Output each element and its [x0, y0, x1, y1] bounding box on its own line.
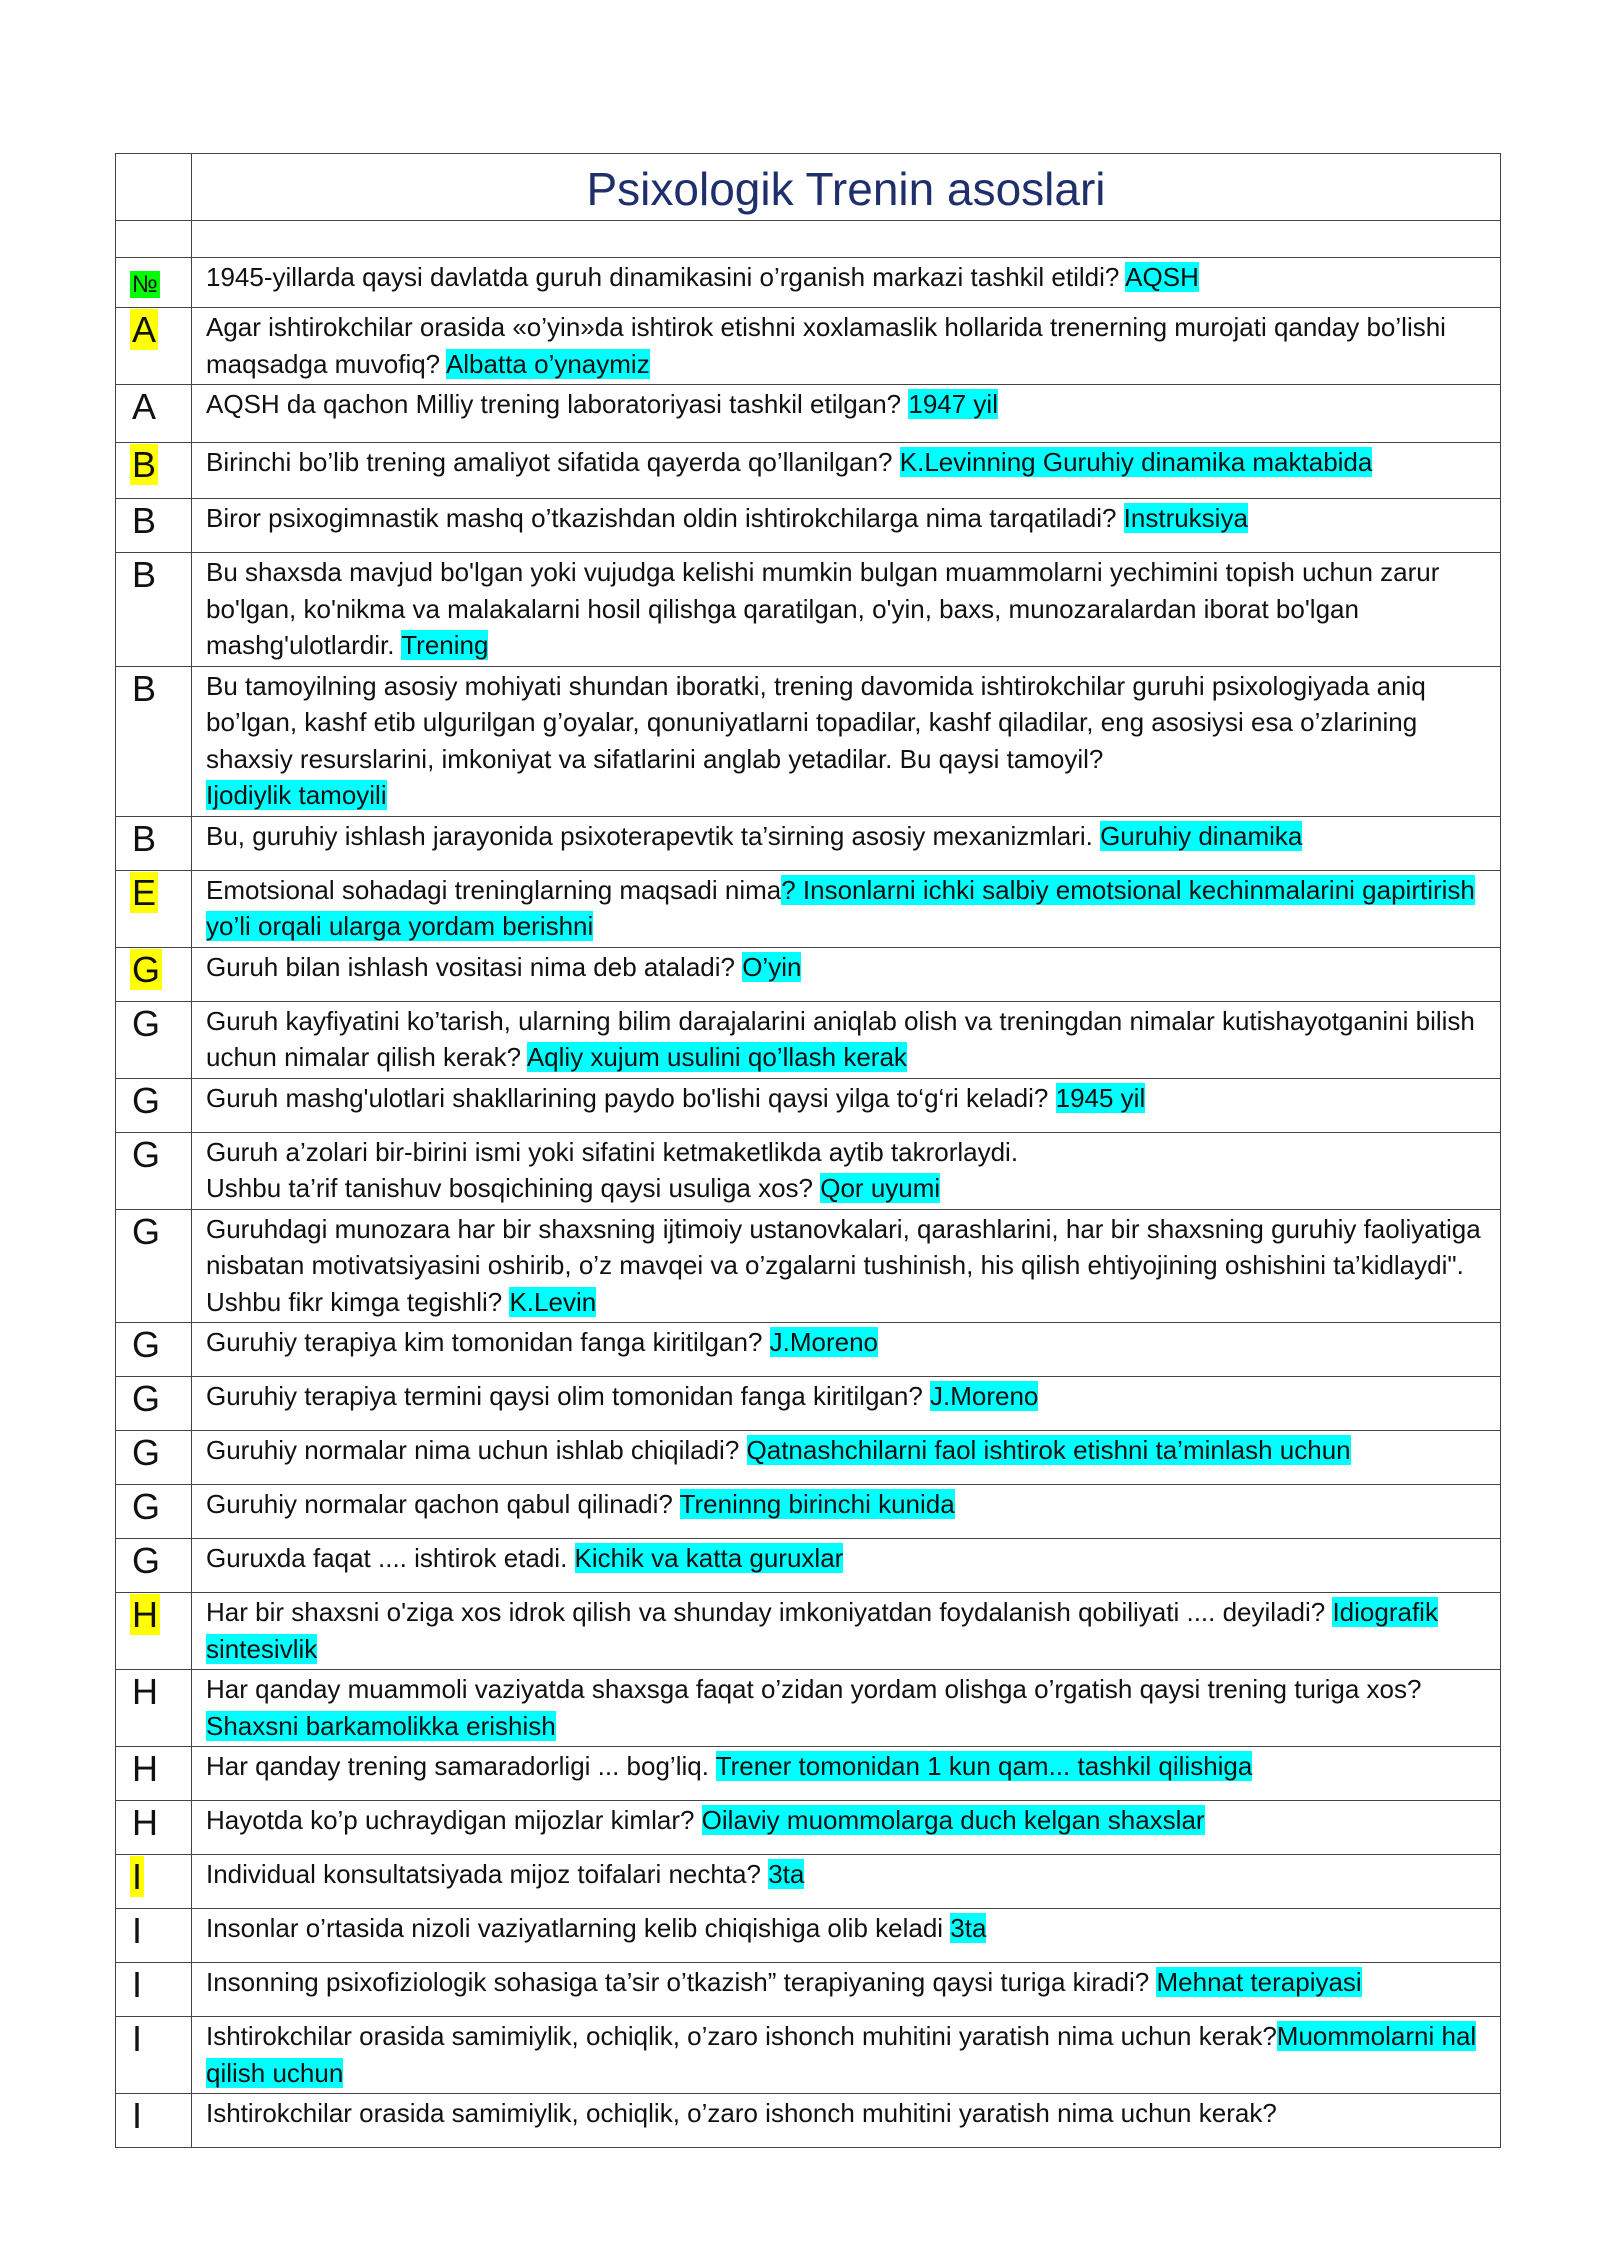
question-text: Guruhiy normalar qachon qabul qilinadi?: [206, 1489, 680, 1519]
section-letter: G: [132, 1133, 161, 1175]
answer-highlight: J.Moreno: [930, 1381, 1039, 1411]
table-row: [116, 258, 1501, 308]
question-cell: [192, 1078, 1501, 1132]
section-letter: B: [132, 554, 157, 595]
empty-row: [116, 221, 1501, 258]
question-cell: [192, 1963, 1501, 2017]
question-cell: [192, 1001, 1501, 1078]
table-row: [116, 870, 1501, 947]
table-row: [116, 2017, 1501, 2094]
answer-highlight: 1947 yil: [908, 389, 998, 419]
section-letter: G: [132, 948, 161, 990]
section-letter: G: [132, 1079, 161, 1121]
table-row: [116, 1431, 1501, 1485]
question-cell: [192, 870, 1501, 947]
table-row: [116, 308, 1501, 385]
question-text: Bu tamoyilning asosiy mohiyati shundan iboratki, trening davomida ishtirokchilar guruhi psixologiyada aniq bo’lgan, kashf etib ulgurilgan g’oyalar, qonuniyatlarni topadilar, kashf qiladilar, eng asosiysi esa o’zlarining shaxsiy resurslarini, imkoniyat va sifatlarini anglab yetadilar. Bu qaysi tamoyil?: [206, 670, 1426, 774]
answer-highlight: AQSH: [1125, 262, 1199, 292]
answer-highlight: 3ta: [768, 1859, 805, 1889]
letter-cell: [116, 666, 192, 816]
section-letter: G: [132, 1210, 161, 1252]
answer-highlight: ? Insonlarni ichki salbiy emotsional kechinmalarini gapirtirish yo’li orqali ularga yordam berishni: [206, 874, 1475, 941]
letter-cell: [116, 1593, 192, 1670]
letter-cell: [116, 1132, 192, 1209]
section-letter: A: [132, 386, 157, 427]
table-row: [116, 553, 1501, 667]
answer-highlight: Albatta o’ynaymiz: [445, 348, 650, 379]
section-letter: G: [132, 1378, 161, 1419]
letter-cell: [116, 553, 192, 667]
answer-highlight: K.Levinning Guruhiy dinamika maktabida: [899, 447, 1373, 477]
table-row: [116, 499, 1501, 553]
letter-cell: [116, 1485, 192, 1539]
question-text: Individual konsultatsiyada mijoz toifalari nechta?: [206, 1859, 769, 1889]
section-letter: B: [132, 444, 157, 485]
question-cell: [192, 1539, 1501, 1593]
letter-cell: [116, 816, 192, 870]
question-text: Guruhdagi munozara har bir shaxsning ijtimoiy ustanovkalari, qarashlarini, har bir shaxsning guruhiy faoliyatiga nisbatan motivatsiyasini oshirib, o’z mavqei va o’zgalarni tushinish, his qilish ehtiyojining oshishini ta’kidlaydi". Ushbu fikr kimga tegishli?: [206, 1213, 1481, 1317]
section-letter: B: [132, 667, 157, 709]
answer-highlight: Aqliy xujum usulini qo’llash kerak: [526, 1042, 907, 1072]
question-table: [115, 153, 1501, 2148]
answer-highlight: Treninng birinchi kunida: [679, 1489, 955, 1519]
letter-cell: [116, 1539, 192, 1593]
letter-cell: [116, 1078, 192, 1132]
table-row: [116, 816, 1501, 870]
question-cell: [192, 1132, 1501, 1209]
question-cell: [192, 1670, 1501, 1747]
section-letter: H: [132, 1594, 158, 1635]
table-row: [116, 385, 1501, 443]
table-row: [116, 1539, 1501, 1593]
question-cell: [192, 1593, 1501, 1670]
section-letter: G: [132, 1486, 161, 1527]
question-text: Guruh kayfiyatini ko’tarish, ularning bilim darajalarini aniqlab olish va treningdan nimalar kutishayotganini bilish uchun nimalar qilish kerak?: [206, 1005, 1475, 1072]
question-text: Guruh a’zolari bir-birini ismi yoki sifatini ketmaketlikda aytib takrorlaydi.: [206, 1136, 1019, 1167]
answer-highlight: Ijodiylik tamoyili: [206, 780, 387, 810]
letter-cell: [116, 1323, 192, 1377]
question-text: Guruhiy terapiya kim tomonidan fanga kiritilgan?: [206, 1327, 770, 1357]
section-letter: №: [132, 271, 158, 298]
answer-highlight: Muommolarni hal qilish uchun: [206, 2021, 1477, 2088]
question-text: Guruhiy normalar nima uchun ishlab chiqiladi?: [206, 1435, 747, 1465]
section-letter: I: [132, 1964, 143, 2005]
answer-highlight: Trening: [401, 630, 489, 660]
question-cell: [192, 2017, 1501, 2094]
table-row: [116, 1209, 1501, 1323]
letter-cell: [116, 947, 192, 1001]
section-letter: G: [132, 1324, 161, 1365]
question-cell: [192, 1485, 1501, 1539]
table-row: [116, 1377, 1501, 1431]
letter-cell: [116, 1431, 192, 1485]
table-row: [116, 947, 1501, 1001]
question-text: 1945-yillarda qaysi davlatda guruh dinamikasini o’rganish markazi tashkil etildi?: [206, 262, 1126, 292]
question-text: Insonning psixofiziologik sohasiga ta’sir o’tkazish” terapiyaning qaysi turiga kiradi?: [206, 1967, 1157, 1997]
letter-cell: [116, 385, 192, 443]
section-letter: E: [132, 871, 157, 913]
answer-highlight: K.Levin: [509, 1286, 597, 1317]
question-text: Emotsional sohadagi treninglarning maqsadi nima: [206, 874, 782, 905]
question-cell: [192, 816, 1501, 870]
title-cell: [192, 154, 1501, 221]
question-cell: [192, 443, 1501, 499]
answer-highlight: 3ta: [950, 1913, 987, 1943]
answer-highlight: Qatnashchilarni faol ishtirok etishni ta’minlash uchun: [746, 1435, 1351, 1465]
question-text: Birinchi bo’lib trening amaliyot sifatida qayerda qo’llanilgan?: [206, 447, 900, 477]
table-row: [116, 1593, 1501, 1670]
answer-highlight: Guruhiy dinamika: [1100, 820, 1303, 851]
question-cell: [192, 1855, 1501, 1909]
question-cell: [192, 308, 1501, 385]
letter-cell: [116, 258, 192, 308]
question-text: Guruxda faqat .... ishtirok etadi.: [206, 1543, 575, 1573]
letter-cell: [116, 308, 192, 385]
section-letter: G: [132, 1432, 161, 1473]
letter-cell: [116, 443, 192, 499]
letter-cell: [116, 1001, 192, 1078]
section-letter: G: [132, 1540, 161, 1581]
table-row: [116, 1747, 1501, 1801]
answer-highlight: Oilaviy muommolarga duch kelgan shaxslar: [701, 1805, 1205, 1835]
table-row: [116, 1485, 1501, 1539]
question-cell: [192, 553, 1501, 667]
table-row: [116, 1801, 1501, 1855]
question-text: Bu, guruhiy ishlash jarayonida psixoterapevtik ta’sirning asosiy mexanizmlari.: [206, 820, 1101, 851]
answer-highlight: O’yin: [742, 951, 802, 982]
letter-cell: [116, 2017, 192, 2094]
title-left-cell: [116, 154, 192, 221]
question-cell: [192, 2094, 1501, 2148]
answer-highlight: 1945 yil: [1055, 1082, 1146, 1113]
table-row: [116, 1132, 1501, 1209]
question-cell: [192, 1377, 1501, 1431]
section-letter: I: [132, 2095, 143, 2136]
answer-highlight: Idiografik sintesivlik: [206, 1597, 1438, 1664]
letter-cell: [116, 2094, 192, 2148]
question-text: Agar ishtirokchilar orasida «o’yin»da ishtirok etishni xoxlamaslik hollarida trenerning murojati qanday bo’lishi maqsadga muvofiq?: [206, 312, 1446, 379]
question-cell: [192, 1431, 1501, 1485]
letter-cell: [116, 1963, 192, 2017]
answer-highlight: J.Moreno: [769, 1327, 879, 1357]
answer-highlight: Kichik va katta guruxlar: [574, 1543, 844, 1573]
letter-cell: [116, 1209, 192, 1323]
table-row: [116, 666, 1501, 816]
question-cell: [192, 666, 1501, 816]
page-title: Psixologik Trenin asoslari: [586, 163, 1106, 215]
question-text: Guruhiy terapiya termini qaysi olim tomonidan fanga kiritilgan?: [206, 1381, 931, 1411]
question-text: Har qanday muammoli vaziyatda shaxsga faqat o’zidan yordam olishga o’rgatish qaysi trening turiga xos?: [206, 1674, 1422, 1704]
question-cell: [192, 1209, 1501, 1323]
section-letter: G: [132, 1002, 161, 1044]
question-text: Biror psixogimnastik mashq o’tkazishdan oldin ishtirokchilarga nima tarqatiladi?: [206, 503, 1124, 533]
question-text: Guruh bilan ishlash vositasi nima deb ataladi?: [206, 951, 743, 982]
letter-cell: [116, 499, 192, 553]
table-row: [116, 1078, 1501, 1132]
section-letter: I: [132, 2018, 143, 2059]
answer-highlight: Shaxsni barkamolikka erishish: [206, 1710, 556, 1741]
letter-cell: [116, 1670, 192, 1747]
answer-highlight: Instruksiya: [1123, 503, 1248, 533]
question-cell: [192, 1747, 1501, 1801]
table-row: [116, 1963, 1501, 2017]
section-letter: H: [132, 1748, 158, 1789]
table-row: [116, 1909, 1501, 1963]
question-cell: [192, 1801, 1501, 1855]
question-cell: [192, 947, 1501, 1001]
table-row: [116, 1670, 1501, 1747]
question-text: Bu shaxsda mavjud bo'lgan yoki vujudga kelishi mumkin bulgan muammolarni yechimini topish uchun zarur bo'lgan, ko'nikma va malakalarni hosil qilishga qaratilgan, o'yin, baxs, munozaralardan iborat bo'lgan mashg'ulotlardir.: [206, 557, 1440, 660]
question-cell: [192, 385, 1501, 443]
question-cell: [192, 258, 1501, 308]
answer-highlight: Mehnat terapiyasi: [1156, 1967, 1362, 1997]
section-letter: H: [132, 1671, 158, 1712]
table-row: [116, 1323, 1501, 1377]
table-row: [116, 1855, 1501, 1909]
question-text: AQSH da qachon Milliy trening laboratoriyasi tashkil etilgan?: [206, 389, 909, 419]
letter-cell: [116, 1855, 192, 1909]
question-text: Har qanday trening samaradorligi ... bog’liq.: [206, 1751, 716, 1781]
question-cell: [192, 1909, 1501, 1963]
table-row: [116, 1001, 1501, 1078]
question-cell: [192, 1323, 1501, 1377]
question-text: Hayotda ko’p uchraydigan mijozlar kimlar?: [206, 1805, 702, 1835]
section-letter: A: [132, 309, 157, 350]
question-cell: [192, 499, 1501, 553]
question-text-line2: Ushbu ta’rif tanishuv bosqichining qaysi usuliga xos?: [206, 1173, 821, 1203]
question-text: Insonlar o’rtasida nizoli vaziyatlarning kelib chiqishiga olib keladi: [206, 1913, 951, 1943]
letter-cell: [116, 1377, 192, 1431]
letter-cell: [116, 1747, 192, 1801]
question-text: Guruh mashg'ulotlari shakllarining paydo bo'lishi qaysi yilga to‘g‘ri keladi?: [206, 1082, 1056, 1113]
section-letter: B: [132, 817, 157, 859]
letter-cell: [116, 870, 192, 947]
question-text: Ishtirokchilar orasida samimiylik, ochiqlik, o’zaro ishonch muhitini yaratish nima uchun kerak?: [206, 2021, 1277, 2051]
question-text: Ishtirokchilar orasida samimiylik, ochiqlik, o’zaro ishonch muhitini yaratish nima uchun kerak?: [206, 2098, 1277, 2128]
question-text: Har bir shaxsni o'ziga xos idrok qilish va shunday imkoniyatdan foydalanish qobiliyati .... deyiladi?: [206, 1597, 1333, 1627]
table-row: [116, 443, 1501, 499]
section-letter: B: [132, 500, 157, 541]
table-row: [116, 2094, 1501, 2148]
section-letter: I: [132, 1856, 143, 1897]
letter-cell: [116, 1801, 192, 1855]
answer-highlight: Trener tomonidan 1 kun qam... tashkil qilishiga: [715, 1751, 1253, 1781]
answer-highlight: Qor uyumi: [820, 1173, 941, 1203]
letter-cell: [116, 1909, 192, 1963]
section-letter: I: [132, 1910, 143, 1951]
section-letter: H: [132, 1802, 158, 1843]
title-row: [116, 154, 1501, 221]
